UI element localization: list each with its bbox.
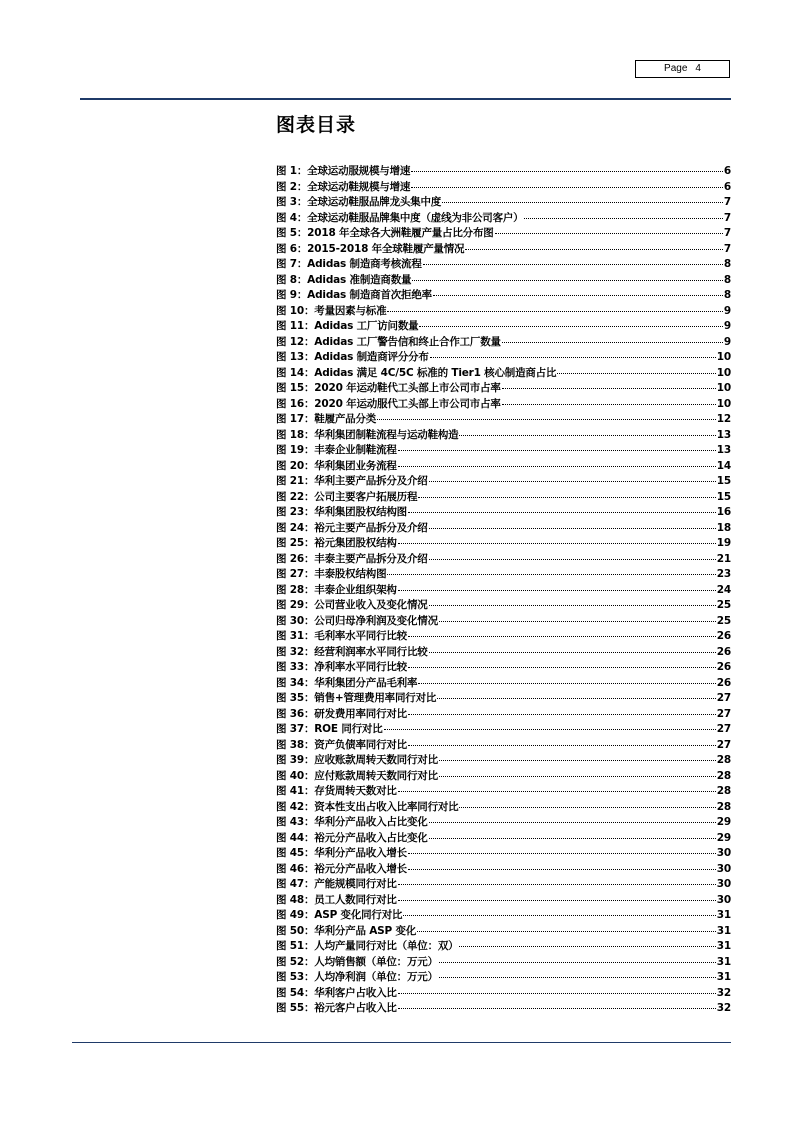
toc-entry[interactable] <box>276 969 731 985</box>
toc-entry[interactable] <box>276 737 731 753</box>
toc-entry[interactable] <box>276 442 731 458</box>
toc-entry[interactable] <box>276 783 731 799</box>
toc-entry-page: 10 <box>716 366 731 379</box>
toc-entry[interactable] <box>276 504 731 520</box>
toc-leader-dots <box>408 745 716 746</box>
toc-entry[interactable] <box>276 613 731 629</box>
toc-leader-dots <box>430 357 716 358</box>
toc-entry-label: 图 35： <box>276 692 315 704</box>
toc-entry-title: 2020 年运动服代工头部上市公司市占率 <box>314 397 501 410</box>
toc-entry-page: 7 <box>723 242 731 255</box>
toc-leader-dots <box>418 683 716 684</box>
toc-entry-page: 28 <box>716 785 731 797</box>
toc-entry-title: 全球运动鞋规模与增速 <box>307 180 411 193</box>
toc-entry-title: 资产负债率同行对比 <box>314 738 407 751</box>
toc-entry[interactable] <box>276 396 731 412</box>
toc-entry-label: 图 22： <box>276 490 315 503</box>
toc-leader-dots <box>439 962 716 963</box>
page-number: 4 <box>695 63 701 74</box>
toc-entry-label: 图 51： <box>276 940 315 952</box>
toc-entry-label: 图 54： <box>276 986 315 999</box>
toc-entry-label: 图 42： <box>276 800 315 813</box>
toc-entry-label: 图 11： <box>276 320 315 332</box>
toc-entry-title: 全球运动鞋服品牌龙头集中度 <box>307 196 442 208</box>
toc-entry-title: 应付账款周转天数同行对比 <box>314 769 438 782</box>
toc-entry[interactable] <box>276 582 731 598</box>
toc-entry-title: 裕元集团股权结构 <box>314 537 397 549</box>
toc-entry-page: 13 <box>716 444 731 456</box>
toc-entry[interactable] <box>276 876 731 892</box>
toc-entry-title: 鞋履产品分类 <box>314 413 377 425</box>
toc-entry[interactable] <box>276 272 731 288</box>
toc-entry-page: 6 <box>723 165 731 177</box>
toc-leader-dots <box>502 342 723 343</box>
toc-entry-title: 丰泰企业组织架构 <box>314 583 397 596</box>
toc-entry-title: Adidas 工厂访问数量 <box>314 320 419 332</box>
toc-entry[interactable] <box>276 1000 731 1016</box>
toc-entry-title: 华利分产品收入增长 <box>314 847 407 859</box>
toc-entry[interactable] <box>276 427 731 443</box>
toc-entry-page: 28 <box>716 800 731 813</box>
toc-entry-label: 图 40： <box>276 769 315 782</box>
toc-leader-dots <box>502 388 716 389</box>
toc-leader-dots <box>429 559 716 560</box>
toc-entry-page: 15 <box>716 475 731 487</box>
toc-entry[interactable] <box>276 597 731 613</box>
toc-entry-label: 图 49： <box>276 909 315 921</box>
toc-leader-dots <box>433 295 723 296</box>
toc-entry-page: 10 <box>716 382 731 394</box>
toc-entry-page: 31 <box>716 971 731 983</box>
toc-entry-page: 28 <box>716 754 731 766</box>
toc-entry-title: 丰泰主要产品拆分及介绍 <box>314 552 428 565</box>
toc-entry[interactable] <box>276 923 731 939</box>
toc-leader-dots <box>418 497 716 498</box>
toc-entry-title: 公司营业收入及变化情况 <box>314 599 428 611</box>
toc-entry-title: 全球运动服规模与增速 <box>307 165 411 177</box>
toc-entry-page: 10 <box>716 397 731 410</box>
toc-entry-label: 图 34： <box>276 676 315 689</box>
toc-entry-label: 图 4： <box>276 211 308 224</box>
toc-entry-title: 裕元主要产品拆分及介绍 <box>314 521 428 534</box>
toc-leader-dots <box>408 667 716 668</box>
toc-entry[interactable] <box>276 861 731 877</box>
toc-entry[interactable] <box>276 520 731 536</box>
toc-entry[interactable] <box>276 752 731 768</box>
toc-entry-page: 18 <box>716 521 731 534</box>
toc-leader-dots <box>387 574 715 575</box>
toc-leader-dots <box>412 280 723 281</box>
toc-entry-title: 丰泰企业制鞋流程 <box>314 444 397 456</box>
toc-entry-label: 图 55： <box>276 1002 315 1014</box>
toc-entry-page: 27 <box>716 738 731 751</box>
toc-entry-page: 31 <box>716 955 731 968</box>
toc-entry-title: 销售+管理费用率同行对比 <box>314 692 437 704</box>
toc-entry[interactable] <box>276 706 731 722</box>
toc-entry[interactable] <box>276 380 731 396</box>
toc-entry[interactable] <box>276 349 731 365</box>
toc-entry-page: 9 <box>723 335 731 348</box>
toc-leader-dots <box>429 605 716 606</box>
toc-entry-label: 图 6： <box>276 242 308 255</box>
toc-entry[interactable] <box>276 334 731 350</box>
toc-entry-title: Adidas 制造商首次拒绝率 <box>307 289 432 301</box>
toc-entry[interactable] <box>276 365 731 381</box>
toc-entry-title: Adidas 制造商考核流程 <box>307 258 422 270</box>
toc-entry-label: 图 15： <box>276 382 315 394</box>
toc-leader-dots <box>429 528 716 529</box>
toc-entry-title: ROE 同行对比 <box>314 723 383 735</box>
toc-entry-label: 图 23： <box>276 506 315 518</box>
toc-entry-label: 图 38： <box>276 738 315 751</box>
toc-entry-page: 24 <box>716 583 731 596</box>
toc-entry-label: 图 48： <box>276 893 315 906</box>
toc-entry-label: 图 5： <box>276 227 308 239</box>
toc-entry-page: 8 <box>723 273 731 286</box>
toc-leader-dots <box>429 822 716 823</box>
toc-entry[interactable] <box>276 256 731 272</box>
toc-leader-dots <box>437 698 716 699</box>
toc-leader-dots <box>403 915 715 916</box>
toc-entry-page: 8 <box>723 258 731 270</box>
toc-entry[interactable] <box>276 225 731 241</box>
toc-entry-label: 图 53： <box>276 971 315 983</box>
toc-entry-title: 华利客户占收入比 <box>314 986 397 999</box>
toc-entry[interactable] <box>276 287 731 303</box>
page-number-box <box>635 60 730 78</box>
toc-entry-title: 华利主要产品拆分及介绍 <box>314 475 428 487</box>
toc-entry-label: 图 12： <box>276 335 315 348</box>
toc-leader-dots <box>439 760 716 761</box>
toc-entry-label: 图 10： <box>276 304 315 317</box>
toc-entry-title: Adidas 工厂警告信和终止合作工厂数量 <box>314 335 501 348</box>
toc-entry[interactable] <box>276 535 731 551</box>
toc-entry[interactable] <box>276 659 731 675</box>
toc-entry-page: 12 <box>716 413 731 425</box>
toc-entry-title: 华利集团业务流程 <box>314 459 397 472</box>
toc-entry-page: 32 <box>716 1002 731 1014</box>
toc-entry-page: 30 <box>716 847 731 859</box>
toc-entry[interactable] <box>276 179 731 195</box>
toc-leader-dots <box>417 931 716 932</box>
toc-entry-page: 21 <box>716 552 731 565</box>
header-divider <box>80 98 731 100</box>
toc-leader-dots <box>398 1008 716 1009</box>
toc-entry-label: 图 21： <box>276 475 315 487</box>
toc-entry-label: 图 8： <box>276 273 308 286</box>
toc-entry-title: 毛利率水平同行比较 <box>314 630 407 642</box>
toc-entry-page: 25 <box>716 614 731 627</box>
toc-entry-label: 图 33： <box>276 661 315 673</box>
toc-entry-title: Adidas 满足 4C/5C 标准的 Tier1 核心制造商占比 <box>314 366 557 379</box>
toc-leader-dots <box>429 652 716 653</box>
toc-entry-label: 图 36： <box>276 707 315 720</box>
toc-entry-page: 9 <box>723 320 731 332</box>
toc-entry-title: 2015-2018 年全球鞋履产量情况 <box>307 242 465 255</box>
toc-entry-page: 27 <box>716 707 731 720</box>
toc-entry-title: Adidas 准制造商数量 <box>307 273 412 286</box>
toc-entry-title: 华利集团制鞋流程与运动鞋构造 <box>314 428 459 441</box>
toc-entry-title: 华利分产品收入占比变化 <box>314 816 428 828</box>
toc-entry-label: 图 45： <box>276 847 315 859</box>
toc-entry-title: 裕元客户占收入比 <box>314 1002 397 1014</box>
toc-entry[interactable] <box>276 628 731 644</box>
toc-leader-dots <box>439 977 716 978</box>
toc-entry-page: 30 <box>716 862 731 875</box>
toc-entry-label: 图 50： <box>276 924 315 937</box>
toc-entry-label: 图 17： <box>276 413 315 425</box>
toc-entry[interactable] <box>276 985 731 1001</box>
footer-divider <box>72 1042 731 1043</box>
toc-leader-dots <box>387 311 723 312</box>
toc-entry[interactable] <box>276 566 731 582</box>
toc-entry-page: 25 <box>716 599 731 611</box>
toc-entry[interactable] <box>276 241 731 257</box>
toc-leader-dots <box>502 404 716 405</box>
toc-entry[interactable] <box>276 458 731 474</box>
toc-entry[interactable] <box>276 210 731 226</box>
toc-leader-dots <box>408 714 716 715</box>
toc-leader-dots <box>442 202 723 203</box>
toc-entry-title: 裕元分产品收入增长 <box>314 862 407 875</box>
toc-leader-dots <box>423 264 723 265</box>
toc-leader-dots <box>398 884 716 885</box>
toc-leader-dots <box>398 993 716 994</box>
toc-entry-page: 31 <box>716 924 731 937</box>
toc-leader-dots <box>408 636 716 637</box>
toc-leader-dots <box>465 249 723 250</box>
toc-leader-dots <box>439 621 716 622</box>
toc-entry-title: 净利率水平同行比较 <box>314 661 407 673</box>
toc-leader-dots <box>411 187 723 188</box>
toc-entry-title: Adidas 制造商评分分布 <box>314 351 429 363</box>
toc-entry[interactable] <box>276 768 731 784</box>
toc-entry[interactable] <box>276 845 731 861</box>
toc-entry-title: 员工人数同行对比 <box>314 893 397 906</box>
toc-leader-dots <box>398 466 716 467</box>
toc-entry-title: 研发费用率同行对比 <box>314 707 407 720</box>
toc-entry-title: 人均销售额（单位：万元） <box>314 955 438 968</box>
toc-entry[interactable] <box>276 721 731 737</box>
toc-leader-dots <box>439 776 716 777</box>
toc-entry[interactable] <box>276 194 731 210</box>
toc-entry-title: 资本性支出占收入比率同行对比 <box>314 800 459 813</box>
toc-leader-dots <box>398 450 716 451</box>
toc-entry-page: 7 <box>723 196 731 208</box>
toc-entry-page: 7 <box>723 227 731 239</box>
toc-entry-label: 图 47： <box>276 878 315 890</box>
toc-entry-page: 28 <box>716 769 731 782</box>
toc-entry-label: 图 1： <box>276 165 308 177</box>
toc-entry-title: 华利分产品 ASP 变化 <box>314 924 417 937</box>
toc-entry-page: 26 <box>716 661 731 673</box>
toc-entry-label: 图 14： <box>276 366 315 379</box>
toc-entry-title: 丰泰股权结构图 <box>314 568 387 580</box>
toc-entry[interactable] <box>276 303 731 319</box>
toc-entry-label: 图 13： <box>276 351 315 363</box>
toc-entry-label: 图 7： <box>276 258 308 270</box>
toc-entry-title: 存货周转天数对比 <box>314 785 397 797</box>
figure-index-list <box>276 163 731 1016</box>
toc-leader-dots <box>429 838 716 839</box>
toc-entry-label: 图 9： <box>276 289 308 301</box>
toc-leader-dots <box>459 435 715 436</box>
toc-entry-label: 图 26： <box>276 552 315 565</box>
toc-leader-dots <box>411 171 723 172</box>
toc-entry-title: 裕元分产品收入占比变化 <box>314 831 428 844</box>
toc-leader-dots <box>408 869 716 870</box>
toc-entry-title: 产能规模同行对比 <box>314 878 397 890</box>
toc-entry[interactable] <box>276 814 731 830</box>
toc-entry-page: 31 <box>716 940 731 952</box>
toc-entry[interactable] <box>276 892 731 908</box>
toc-entry-title: 应收账款周转天数同行对比 <box>314 754 438 766</box>
toc-entry-label: 图 52： <box>276 955 315 968</box>
toc-entry-label: 图 18： <box>276 428 315 441</box>
toc-leader-dots <box>459 946 715 947</box>
toc-entry-label: 图 39： <box>276 754 315 766</box>
toc-entry[interactable] <box>276 489 731 505</box>
toc-entry-page: 7 <box>723 211 731 224</box>
section-title: 图表目录 <box>276 114 357 136</box>
toc-entry[interactable] <box>276 318 731 334</box>
toc-entry-label: 图 27： <box>276 568 315 580</box>
toc-entry[interactable] <box>276 938 731 954</box>
toc-entry-label: 图 41： <box>276 785 315 797</box>
toc-entry-label: 图 3： <box>276 196 308 208</box>
toc-entry-page: 31 <box>716 909 731 921</box>
toc-entry-title: 考量因素与标准 <box>314 304 387 317</box>
toc-entry-page: 26 <box>716 676 731 689</box>
toc-entry[interactable] <box>276 411 731 427</box>
toc-leader-dots <box>495 233 723 234</box>
toc-entry-title: 华利集团股权结构图 <box>314 506 407 518</box>
toc-leader-dots <box>429 481 716 482</box>
toc-entry[interactable] <box>276 163 731 179</box>
toc-entry-page: 29 <box>716 816 731 828</box>
toc-entry-title: 公司归母净利润及变化情况 <box>314 614 438 627</box>
toc-entry-title: 华利集团分产品毛利率 <box>314 676 418 689</box>
toc-entry-label: 图 37： <box>276 723 315 735</box>
toc-entry-title: 人均产量同行对比（单位：双） <box>314 940 459 952</box>
toc-entry-page: 27 <box>716 723 731 735</box>
toc-entry-page: 30 <box>716 893 731 906</box>
toc-entry-page: 19 <box>716 537 731 549</box>
toc-leader-dots <box>419 326 722 327</box>
toc-entry-page: 30 <box>716 878 731 890</box>
toc-entry-title: ASP 变化同行对比 <box>314 909 403 921</box>
toc-entry[interactable] <box>276 830 731 846</box>
toc-entry-label: 图 29： <box>276 599 315 611</box>
toc-entry-label: 图 30： <box>276 614 315 627</box>
toc-entry-label: 图 32： <box>276 645 315 658</box>
toc-entry[interactable] <box>276 690 731 706</box>
toc-leader-dots <box>408 512 716 513</box>
toc-entry-page: 13 <box>716 428 731 441</box>
toc-entry-label: 图 19： <box>276 444 315 456</box>
toc-entry-page: 14 <box>716 459 731 472</box>
toc-entry[interactable] <box>276 644 731 660</box>
toc-entry-label: 图 24： <box>276 521 315 534</box>
toc-entry-page: 29 <box>716 831 731 844</box>
toc-leader-dots <box>557 373 716 374</box>
toc-entry-label: 图 25： <box>276 537 315 549</box>
toc-entry-title: 2020 年运动鞋代工头部上市公司市占率 <box>314 382 501 394</box>
toc-entry-label: 图 46： <box>276 862 315 875</box>
toc-entry[interactable] <box>276 473 731 489</box>
toc-leader-dots <box>398 543 716 544</box>
toc-leader-dots <box>524 218 722 219</box>
toc-entry-label: 图 16： <box>276 397 315 410</box>
page-label: Page <box>664 63 688 74</box>
toc-leader-dots <box>384 729 716 730</box>
toc-entry-page: 23 <box>716 568 731 580</box>
toc-entry-page: 27 <box>716 692 731 704</box>
toc-entry[interactable] <box>276 675 731 691</box>
toc-entry-page: 16 <box>716 506 731 518</box>
toc-entry[interactable] <box>276 954 731 970</box>
toc-leader-dots <box>377 419 716 420</box>
toc-entry[interactable] <box>276 799 731 815</box>
toc-entry-page: 32 <box>716 986 731 999</box>
toc-leader-dots <box>398 791 716 792</box>
toc-leader-dots <box>408 853 716 854</box>
toc-entry-label: 图 31： <box>276 630 315 642</box>
toc-entry-page: 8 <box>723 289 731 301</box>
toc-leader-dots <box>459 807 715 808</box>
toc-entry-title: 公司主要客户拓展历程 <box>314 490 418 503</box>
toc-entry-title: 2018 年全球各大洲鞋履产量占比分布图 <box>307 227 494 239</box>
toc-leader-dots <box>398 590 716 591</box>
toc-entry-title: 全球运动鞋服品牌集中度（虚线为非公司客户） <box>307 211 524 224</box>
toc-entry[interactable] <box>276 907 731 923</box>
toc-leader-dots <box>398 900 716 901</box>
toc-entry-label: 图 43： <box>276 816 315 828</box>
toc-entry-page: 26 <box>716 645 731 658</box>
toc-entry-page: 6 <box>723 180 731 193</box>
toc-entry[interactable] <box>276 551 731 567</box>
toc-entry-label: 图 28： <box>276 583 315 596</box>
toc-entry-label: 图 20： <box>276 459 315 472</box>
toc-entry-page: 10 <box>716 351 731 363</box>
toc-entry-page: 9 <box>723 304 731 317</box>
toc-entry-label: 图 2： <box>276 180 308 193</box>
toc-entry-page: 15 <box>716 490 731 503</box>
toc-entry-title: 经营利润率水平同行比较 <box>314 645 428 658</box>
toc-entry-page: 26 <box>716 630 731 642</box>
toc-entry-label: 图 44： <box>276 831 315 844</box>
toc-entry-title: 人均净利润（单位：万元） <box>314 971 438 983</box>
